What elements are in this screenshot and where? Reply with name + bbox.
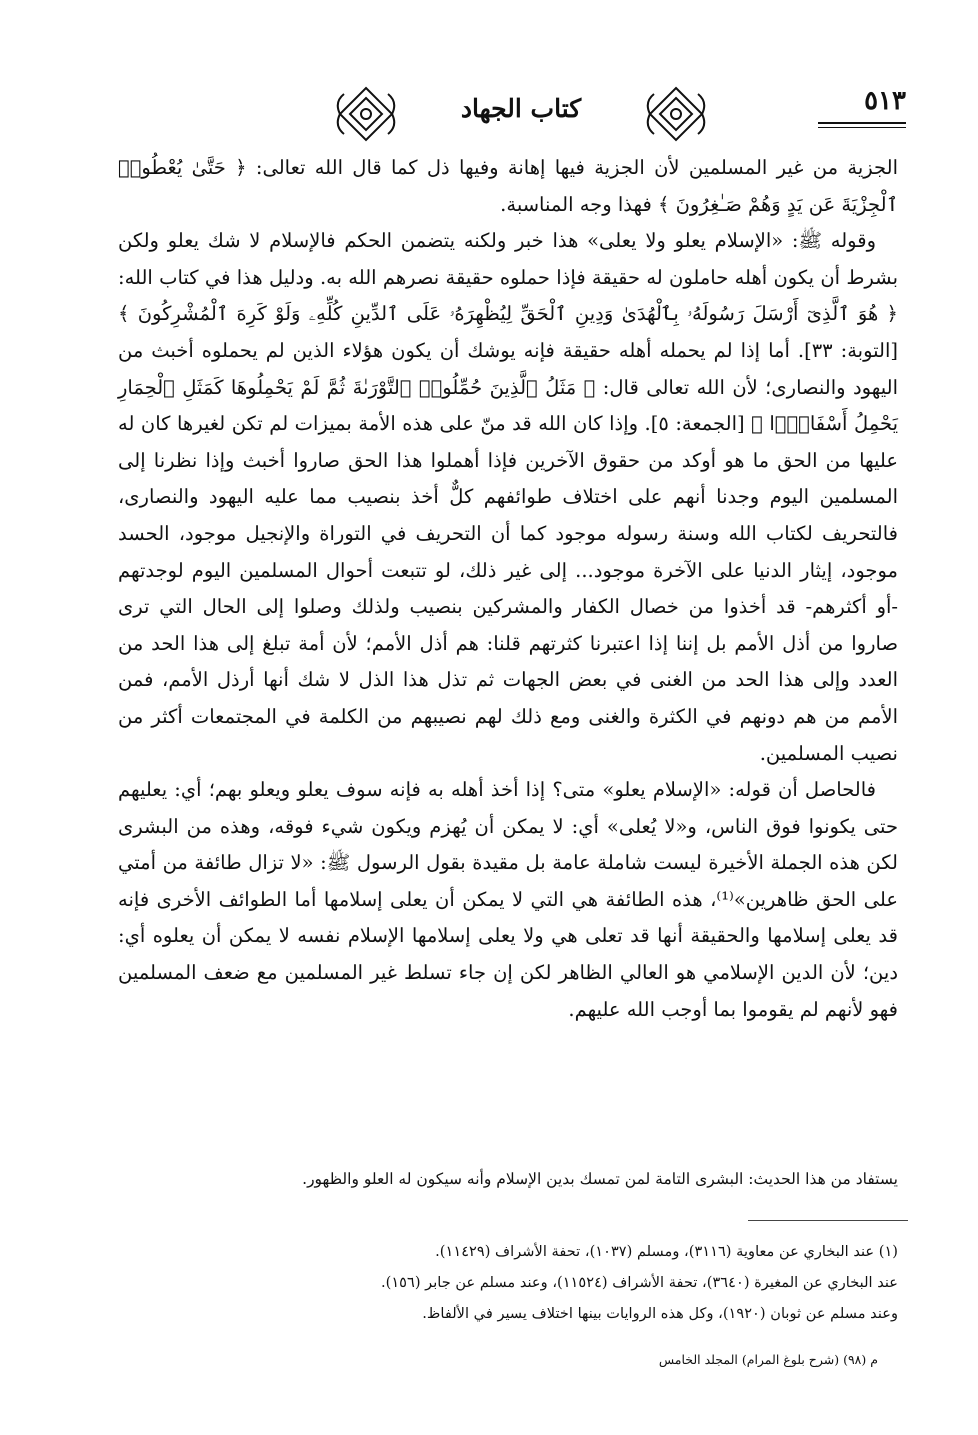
page-number: ٥١٣	[864, 86, 906, 116]
header-rule-secondary	[818, 127, 906, 128]
footnote-separator	[748, 1220, 908, 1221]
header-rule	[818, 122, 906, 124]
footnote: وعند مسلم عن ثوبان (١٩٢٠)، وكل هذه الروايات بينها اختلاف يسير في الألفاظ.	[422, 1305, 898, 1322]
volume-signature: م (٩٨) (شرح بلوغ المرام) المجلد الخامس	[658, 1352, 878, 1367]
handwritten-note: يستفاد من هذا الحديث: البشرى التامة لمن تمسك بدين الإسلام وأنه سيكون له العلو والظهور.	[302, 1170, 898, 1188]
ornament-left-icon	[334, 84, 398, 144]
paragraph: وقوله ﷺ: «الإسلام يعلو ولا يعلى» هذا خبر ولكنه يتضمن الحكم فالإسلام لا شك يعلو ولكن بشرط أن يكون أهله حاملون له حقيقة فإذا حملوه حقيقة نصرهم الله به. ودليل هذا في كتاب الله: ﴿ هُوَ ٱلَّذِىٓ أَرْسَلَ رَسُولَهُۥ بِٱلْهُدَىٰ وَدِينِ ٱلْحَقِّ لِيُظْهِرَهُۥ عَلَى ٱلدِّينِ كُلِّهِۦ وَلَوْ كَرِهَ ٱلْمُشْرِكُونَ ﴾ [التوبة: ٣٣]. أما إذا لم يحمله أهله حقيقة فإنه يوشك أن يكون هؤلاء الذين لم يحملوه أخبث من اليهود والنصارى؛ لأن الله تعالى قال: ﴿ مَثَلُ ٱلَّذِينَ حُمِّلُوا۟ ٱلتَّوْرَىٰةَ ثُمَّ لَمْ يَحْمِلُوهَا كَمَثَلِ ٱلْحِمَارِ يَحْمِلُ أَسْفَارًۢا ﴾ [الجمعة: ٥]. وإذا كان الله قد منّ على هذه الأمة بميزات لم تكن لغيرها كان له عليها من الحق ما هو أوكد من حقوق الآخرين فإذا أهملوا هذا الحق صاروا أخبث وإذا نظرنا إلى المسلمين اليوم وجدنا أنهم على اختلاف طوائفهم كلٌّ أخذ بنصيب مما عليه اليهود والنصارى، فالتحريف لكتاب الله وسنة رسوله موجود كما أن التحريف في التوراة والإنجيل موجود، الحسد موجود، إيثار الدنيا على الآخرة موجود... إلى غير ذلك، لو تتبعت أحوال المسلمين اليوم لوجدتهم -أو أكثرهم- قد أخذوا من خصال الكفار والمشركين بنصيب ولذلك وصلوا إلى الحال التي ترى صاروا من أذل الأمم بل إننا إذا اعتبرنا كثرتهم قلنا: هم أذل الأمم؛ لأن أمة تبلغ إلى هذا الحد من العدد وإلى هذا الحد من الغنى في بعض الجهات ثم تذل هذا الذل لا شك أنها أرذل الأمم، فمن الأمم من هم دونهم في الكثرة والغنى ومع ذلك لهم نصيبهم من الكلمة في المجتمعات أكثر من نصيب المسلمين.	[118, 229, 899, 765]
paragraph: فالحاصل أن قوله: «الإسلام يعلو» متى؟ إذا أخذ أهله به فإنه سوف يعلو ويعلو بهم؛ أي: يعليهم حتى يكونوا فوق الناس، و«لا يُعلى» أي: لا يمكن أن يُهزم ويكون شيء فوقه، وهذه من البشرى لكن هذه الجملة الأخيرة ليست شاملة عامة بل مقيدة بقول الرسول ﷺ: «لا تزال طائفة من أمتي على الحق ظاهرين»⁽¹⁾، هذه الطائفة هي التي لا يمكن أن يعلى إسلامها أما الطوائف الأخرى فإنه قد يعلى إسلامها والحقيقة أنها قد تعلى هي ولا يعلى إسلامها الإسلام نفسه لا يمكن أن يعلوه أي: دين؛ لأن الدين الإسلامي هو العالي الظاهر لكن إن جاء تسلط غير المسلمين مع ضعف المسلمين فهو لأنهم لم يقوموا بما أوجب الله عليهم.	[118, 778, 898, 1021]
book-title: كتاب الجهاد	[460, 94, 582, 123]
ornament-right-icon	[644, 84, 708, 144]
paragraph: الجزية من غير المسلمين لأن الجزية فيها إهانة وفيها ذل كما قال الله تعالى: ﴿ حَتَّىٰ يُعْطُوا۟ ٱلْجِزْيَةَ عَن يَدٍ وَهُمْ صَـٰغِرُونَ ﴾ فهذا وجه المناسبة.	[118, 156, 898, 216]
footnote: عند البخاري عن المغيرة (٣٦٤٠)، تحفة الأشراف (١١٥٢٤)، وعند مسلم عن جابر (١٥٦).	[380, 1274, 898, 1291]
footnotes	[118, 1236, 898, 1329]
footnote: (١) عند البخاري عن معاوية (٣١١٦)، ومسلم (١٠٣٧)، تحفة الأشراف (١١٤٢٩).	[435, 1243, 898, 1260]
running-header	[96, 84, 906, 148]
body-text	[118, 150, 898, 1028]
